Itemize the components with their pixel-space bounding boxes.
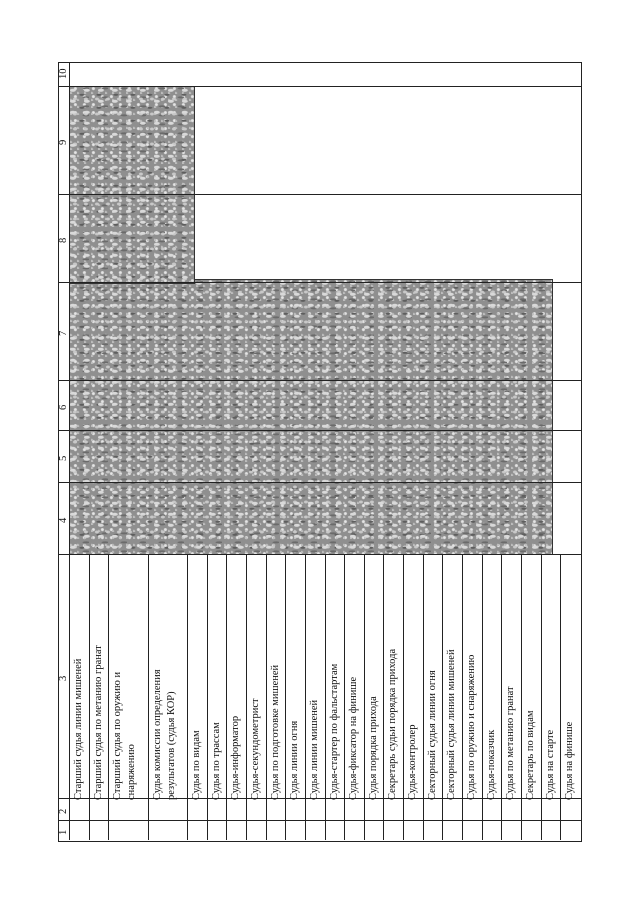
column-number: 7 [58, 330, 69, 336]
column-number: 2 [58, 808, 69, 814]
row-label: Судья линии мишеней [308, 699, 320, 800]
column-number: 8 [58, 237, 69, 243]
row-label: снаряжению [126, 744, 138, 800]
column-divider [58, 62, 582, 63]
row-label: Судья по оружию и снаряжению [466, 654, 478, 800]
row-label: Старший судья по метанию гранат [92, 645, 104, 800]
rotated-table [58, 62, 582, 842]
column-number: 1 [58, 829, 69, 835]
column-divider [58, 798, 582, 799]
column-divider [58, 282, 582, 283]
row-label: Секторный судья линии огня [426, 670, 438, 800]
row-label: Судья по подготовке мишеней [269, 664, 281, 800]
column-number: 4 [58, 517, 69, 523]
column-divider [58, 430, 582, 431]
column-number: 10 [58, 68, 69, 79]
row-label: Судья-информатор [230, 715, 242, 800]
row-label: Судья по метанию гранат [505, 686, 517, 800]
column-number: 6 [58, 404, 69, 410]
shaded-area-cols-8-9 [69, 86, 195, 284]
column-divider [58, 194, 582, 195]
column-divider [58, 482, 582, 483]
row-label: Судья на финише [564, 721, 576, 800]
row-label: Судья-фиксатор на финише [348, 676, 360, 800]
row-label: Судья порядка прихода [367, 696, 379, 800]
row-label: Судья-контролер [407, 724, 419, 800]
row-label: Старший судья по оружию и [112, 671, 124, 800]
column-divider [58, 820, 582, 821]
column-number: 3 [58, 675, 69, 681]
row-label: Судья по трассам [210, 722, 222, 800]
row-label: Судья-показчик [485, 729, 497, 800]
row-label: Секретарь судьи порядка прихода [387, 648, 399, 800]
row-label: Секретарь по видам [525, 710, 537, 800]
row-label: Судья-стартер по фальстартам [328, 663, 340, 800]
row-label: Судья-секундометрист [249, 698, 261, 800]
row-label: Секторный судья линии мишеней [446, 649, 458, 800]
column-divider [58, 86, 582, 87]
column-number: 9 [58, 139, 69, 145]
row-label: Старший судья линии мишеней [73, 658, 84, 800]
column-divider [58, 554, 582, 555]
row-label: Судья линии огня [289, 720, 301, 800]
header-separator [69, 62, 70, 840]
column-divider [58, 380, 582, 381]
row-label: Судья на старте [544, 729, 556, 800]
row-label: Судья по видам [190, 730, 202, 800]
row-label: результатов (судья КОР) [165, 691, 177, 800]
column-number: 5 [58, 455, 69, 461]
shaded-area-cols-4-7 [69, 279, 553, 555]
row-label: Судья комиссии определения [151, 669, 163, 800]
